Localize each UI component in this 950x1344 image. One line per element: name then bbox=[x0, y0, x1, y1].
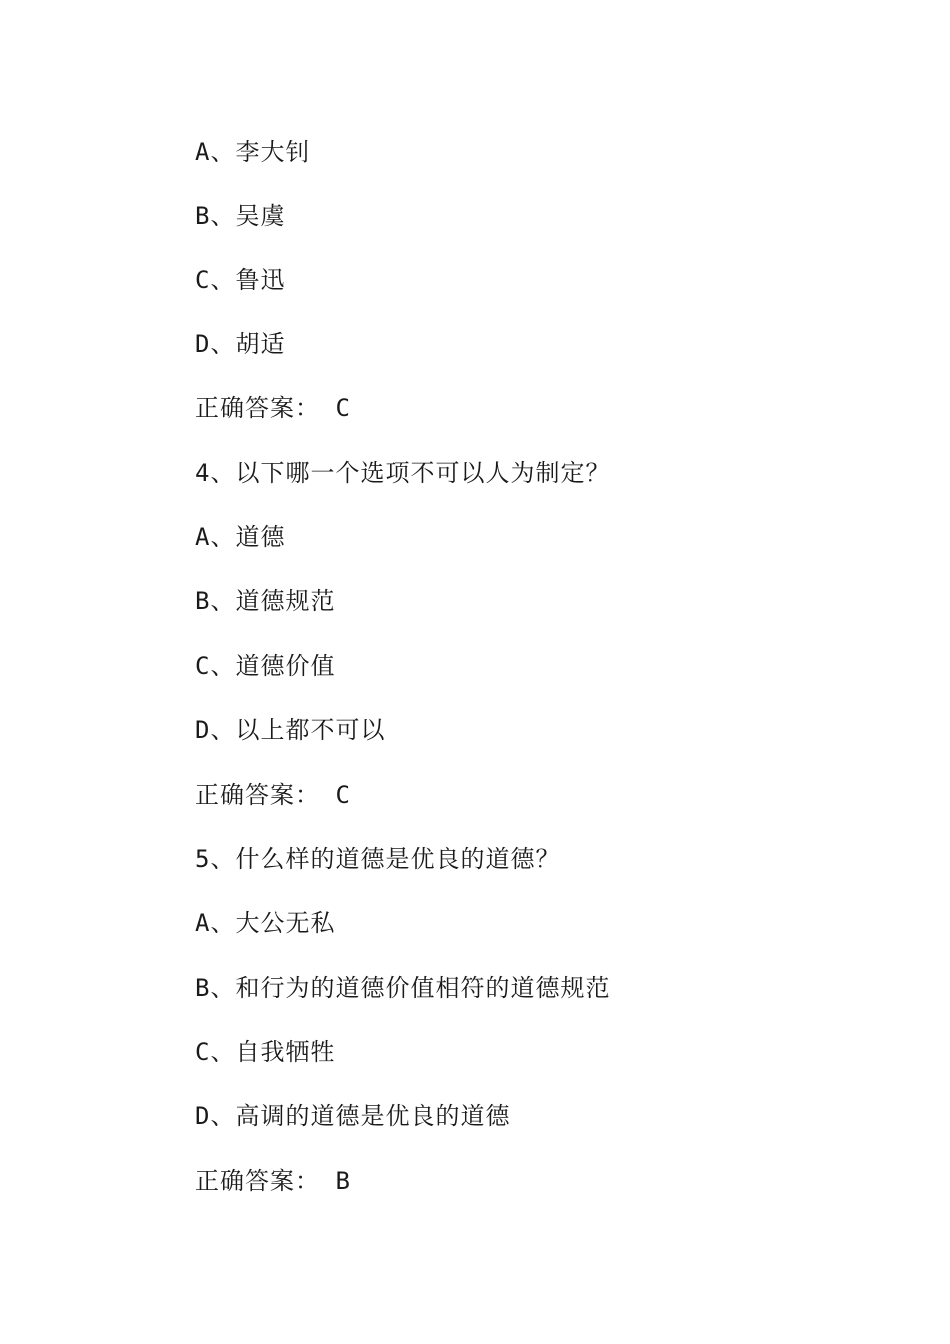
q3-option-a: A、李大钊 bbox=[195, 138, 311, 166]
q4-option-a: A、道德 bbox=[195, 523, 286, 551]
q5-answer: 正确答案： B bbox=[195, 1167, 351, 1195]
q3-option-b: B、吴虞 bbox=[195, 202, 286, 230]
q5-option-b: B、和行为的道德价值相符的道德规范 bbox=[195, 974, 611, 1002]
q3-answer: 正确答案： C bbox=[195, 394, 351, 422]
q5-question: 5、什么样的道德是优良的道德？ bbox=[195, 845, 561, 873]
q4-option-d: D、以上都不可以 bbox=[195, 716, 386, 744]
q4-answer: 正确答案： C bbox=[195, 781, 351, 809]
q3-option-c: C、鲁迅 bbox=[195, 266, 286, 294]
q3-option-d: D、胡适 bbox=[195, 330, 286, 358]
q5-option-c: C、自我牺牲 bbox=[195, 1038, 336, 1066]
q4-question: 4、以下哪一个选项不可以人为制定？ bbox=[195, 459, 611, 487]
q4-option-c: C、道德价值 bbox=[195, 652, 336, 680]
q4-option-b: B、道德规范 bbox=[195, 587, 336, 615]
q5-option-d: D、高调的道德是优良的道德 bbox=[195, 1102, 511, 1130]
q5-option-a: A、大公无私 bbox=[195, 909, 336, 937]
